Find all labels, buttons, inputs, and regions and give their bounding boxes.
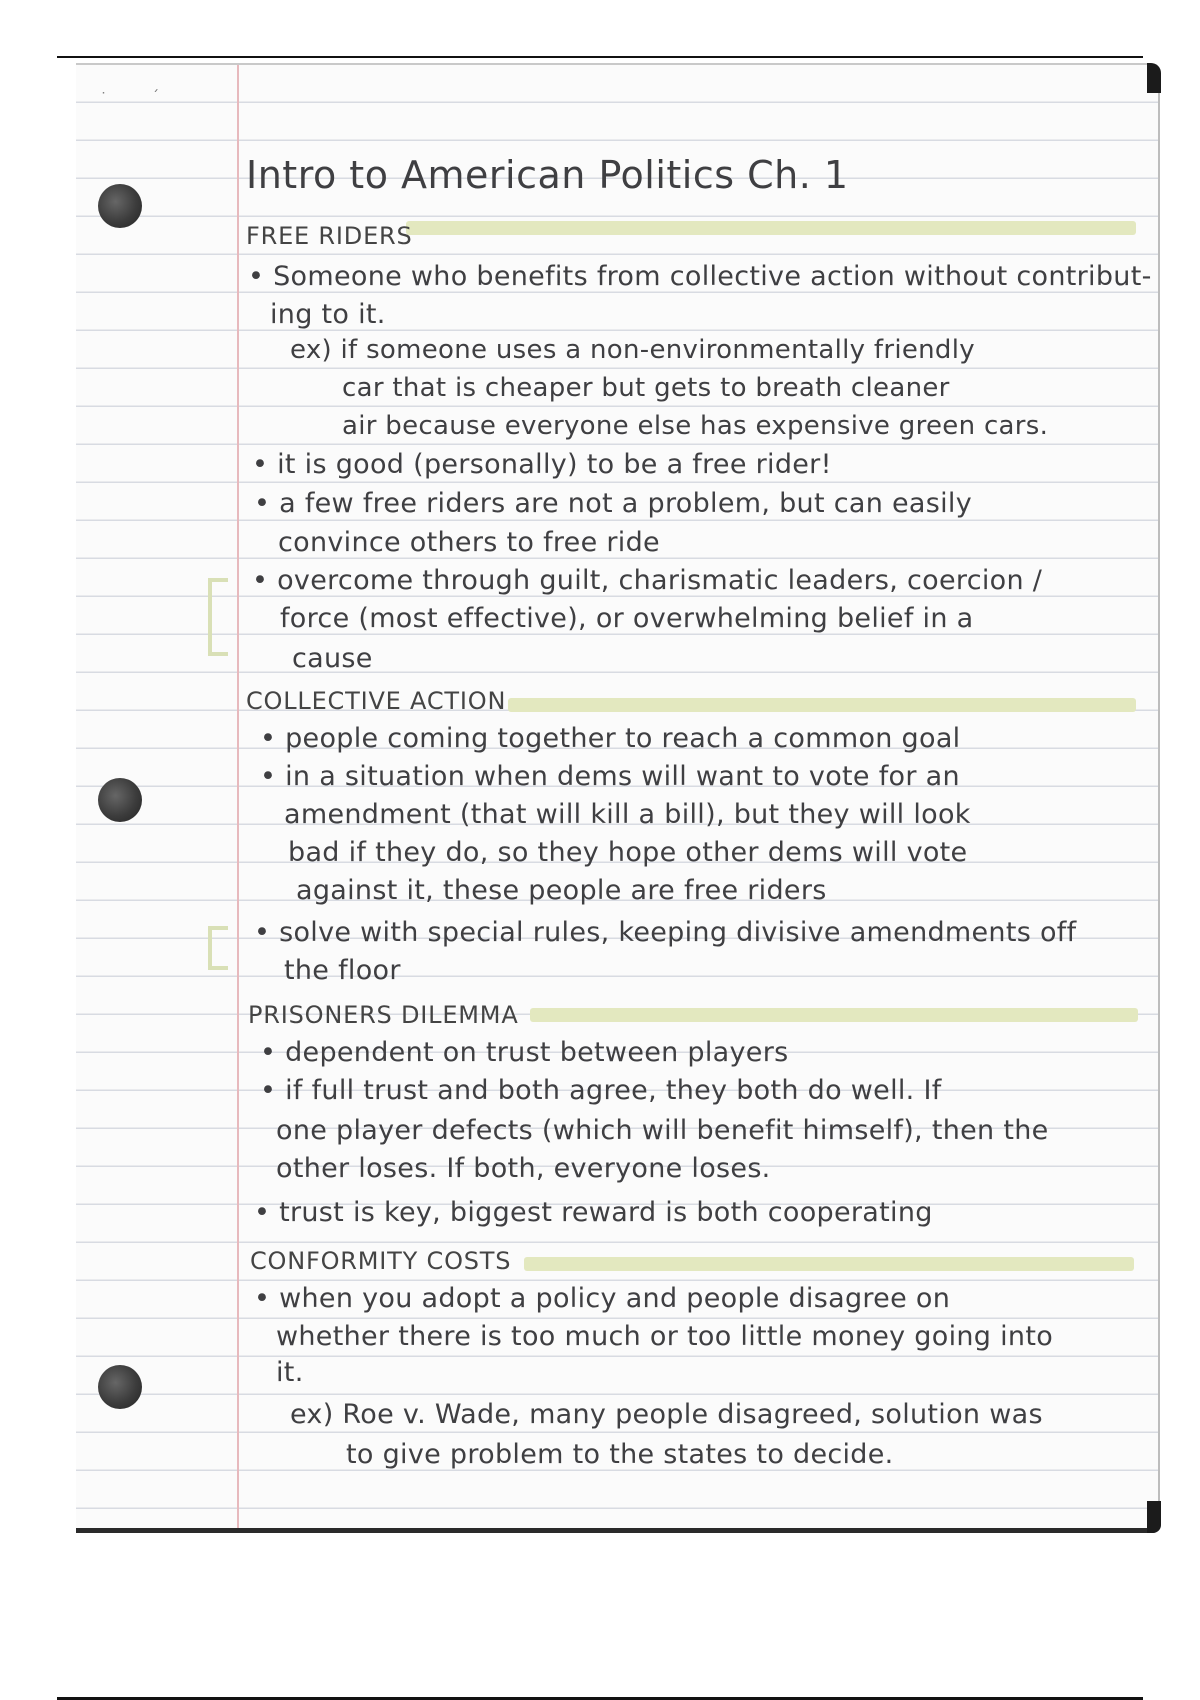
note-line: ex) if someone uses a non-environmentally friendly (290, 335, 975, 365)
section-heading-conformity-costs: CONFORMITY COSTS (250, 1247, 512, 1275)
notebook-page (76, 63, 1160, 1533)
note-line: • dependent on trust between players (260, 1037, 789, 1068)
margin-line (237, 65, 239, 1528)
note-line: • solve with special rules, keeping divisive amendments off (254, 917, 1077, 948)
note-line: • Someone who benefits from collective action without contribut- (248, 261, 1152, 292)
note-line: • people coming together to reach a common goal (260, 723, 961, 754)
highlight-bracket (208, 578, 228, 656)
note-line: amendment (that will kill a bill), but they will look (284, 799, 971, 830)
note-line: • in a situation when dems will want to vote for an (260, 761, 960, 792)
note-line: one player defects (which will benefit himself), then the (276, 1115, 1049, 1146)
page-title: Intro to American Politics Ch. 1 (246, 153, 849, 197)
note-line: • trust is key, biggest reward is both cooperating (254, 1197, 933, 1228)
note-line: it. (276, 1357, 304, 1388)
pencil-mark: ˊ (152, 89, 159, 105)
section-heading-prisoners-dilemma: PRISONERS DILEMMA (248, 1001, 519, 1029)
pencil-mark: ˙ (100, 91, 107, 107)
heading-highlight (406, 221, 1136, 235)
binder-hole (98, 184, 142, 228)
note-line: • when you adopt a policy and people disagree on (254, 1283, 951, 1314)
note-line: • a few free riders are not a problem, but can easily (254, 488, 973, 519)
binder-hole (98, 1365, 142, 1409)
note-line: to give problem to the states to decide. (346, 1439, 894, 1470)
note-line: • it is good (personally) to be a free rider! (252, 449, 832, 480)
note-line: convince others to free ride (278, 527, 660, 558)
note-line: cause (292, 643, 373, 674)
note-line: car that is cheaper but gets to breath cleaner (342, 373, 950, 403)
note-line: bad if they do, so they hope other dems will vote (288, 837, 968, 868)
note-line: force (most effective), or overwhelming belief in a (280, 603, 974, 634)
note-line: whether there is too much or too little money going into (276, 1321, 1054, 1352)
note-line: ing to it. (270, 299, 386, 330)
note-line: air because everyone else has expensive green cars. (342, 411, 1049, 441)
note-line: the floor (284, 955, 401, 986)
heading-highlight (530, 1008, 1138, 1022)
note-line: • if full trust and both agree, they both do well. If (260, 1075, 942, 1106)
note-line: • overcome through guilt, charismatic leaders, coercion / (252, 565, 1043, 596)
page-corner-bottom (1147, 1501, 1161, 1533)
section-heading-free-riders: FREE RIDERS (246, 222, 413, 250)
note-line: against it, these people are free riders (296, 875, 827, 906)
note-line: other loses. If both, everyone loses. (276, 1153, 771, 1184)
section-heading-collective-action: COLLECTIVE ACTION (246, 687, 507, 715)
page-corner (1147, 63, 1161, 93)
heading-highlight (508, 698, 1136, 712)
page-top-rule (57, 56, 1143, 58)
highlight-bracket (208, 926, 228, 970)
binder-hole (98, 778, 142, 822)
note-line: ex) Roe v. Wade, many people disagreed, solution was (290, 1399, 1043, 1430)
heading-highlight (524, 1257, 1134, 1271)
